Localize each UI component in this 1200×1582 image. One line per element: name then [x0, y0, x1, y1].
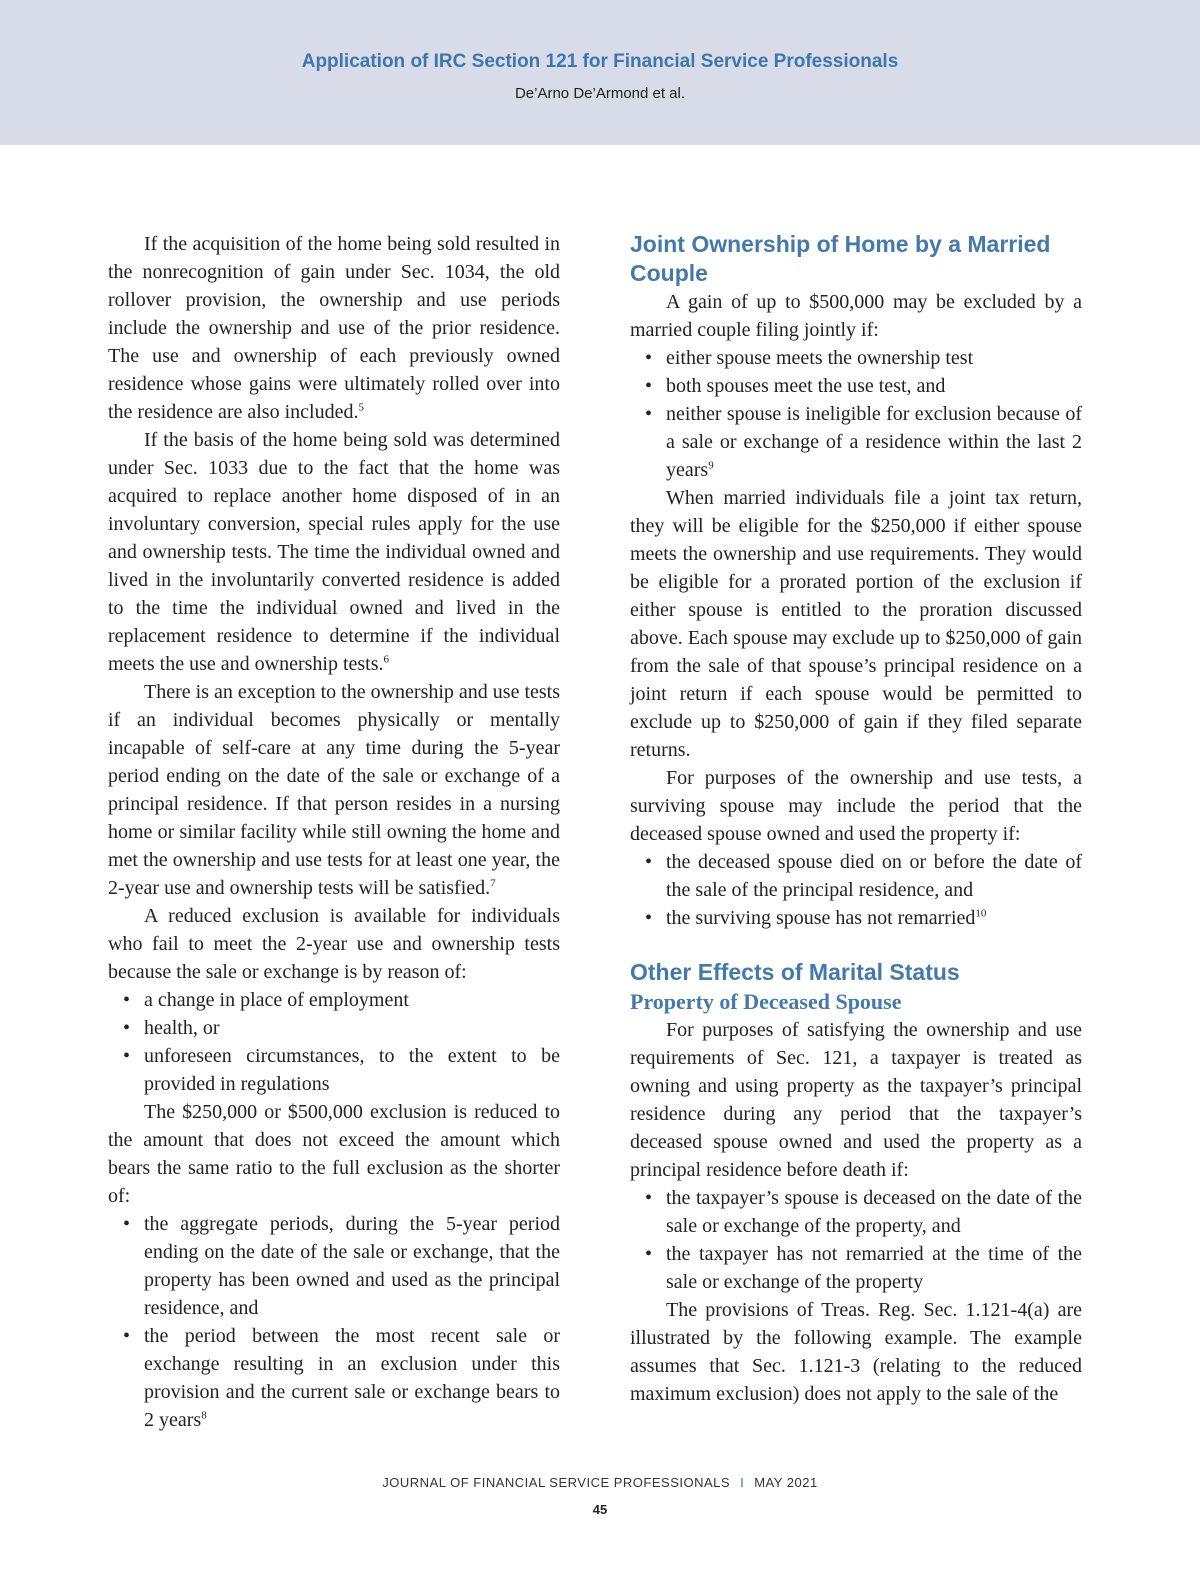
spacer — [630, 932, 1082, 958]
bullet-list — [630, 344, 1082, 484]
list-item: • neither spouse is ineligible for exclusion because of a sale or exchange of a residence within the last 2 years$^9$ — [666, 400, 1082, 484]
journal-name: JOURNAL OF FINANCIAL SERVICE PROFESSIONALS — [382, 1475, 731, 1490]
list-item: • the period between the most recent sale or exchange resulting in an exclusion under this provision and the current sale or exchange bears to 2 years$^8$ — [144, 1322, 560, 1434]
paragraph: If the acquisition of the home being sold resulted in the nonrecognition of gain under Sec. 1034, the old rollover provision, the ownership and use periods include the ownership and use of the prior residence. The use and ownership of each previously owned residence whose gains were ultimately rolled over into the residence are also included.$^5$ — [108, 233, 560, 423]
list-item: • unforeseen circumstances, to the extent to be provided in regulations — [144, 1042, 560, 1098]
page-number: 45 — [592, 1502, 608, 1517]
footer-separator: I — [740, 1475, 745, 1490]
header-title: Application of IRC Section 121 for Financial Service Professionals — [301, 51, 899, 72]
left-column — [108, 230, 560, 1434]
list-item: • the surviving spouse has not remarried$^{10}$ — [666, 904, 1082, 932]
paragraph: The provisions of Treas. Reg. Sec. 1.121-4(a) are illustrated by the following example. The example assumes that Sec. 1.121-3 (relating to the reduced maximum exclusion) does not apply to the sale of the — [630, 1299, 1082, 1405]
section-heading: Other Effects of Marital Status — [630, 959, 960, 985]
section-heading: Joint Ownership of Home by a Married Couple — [630, 231, 1051, 286]
list-item: • a change in place of employment — [144, 986, 560, 1014]
list-item: • either spouse meets the ownership test — [666, 344, 1082, 372]
list-item: • the taxpayer’s spouse is deceased on the date of the sale or exchange of the property, and — [666, 1184, 1082, 1240]
footnote-ref[interactable]: 5 — [358, 401, 364, 414]
paragraph: There is an exception to the ownership and use tests if an individual becomes physically or mentally incapable of self-care at any time during the 5-year period ending on the date of the sale or exchange of a principal residence. If that person resides in a nursing home or similar facility while still owning the home and met the ownership and use tests for at least one year, the 2-year use and ownership tests will be satisfied.$^7$ — [108, 681, 560, 899]
right-column — [630, 230, 1082, 1408]
footnote-ref[interactable]: 10 — [975, 907, 987, 920]
list-item: • health, or — [144, 1014, 560, 1042]
list-item: • the aggregate periods, during the 5-year period ending on the date of the sale or exchange, that the property has been owned and used as the principal residence, and — [144, 1210, 560, 1322]
list-item: • both spouses meet the use test, and — [666, 372, 1082, 400]
footnote-ref[interactable]: 8 — [201, 1409, 207, 1422]
bullet-list — [630, 848, 1082, 932]
bullet-list — [108, 1210, 560, 1434]
paragraph: When married individuals file a joint tax return, they will be eligible for the $250,000 if either spouse meets the ownership and use requirements. They would be eligible for a prorated portion of the exclusion if either spouse is entitled to the proration discussed above. Each spouse may exclude up to $250,000 of gain from the sale of that spouse’s principal residence on a joint return if each spouse would be permitted to exclude up to $250,000 of gain if they filed separate returns. — [630, 487, 1082, 761]
bullet-list — [108, 986, 560, 1098]
list-item: • the taxpayer has not remarried at the time of the sale or exchange of the property — [666, 1240, 1082, 1296]
paragraph: A gain of up to $500,000 may be excluded by a married couple filing jointly if: — [630, 291, 1082, 341]
running-header — [0, 0, 1200, 145]
header-authors: De’Arno De’Armond et al. — [514, 85, 686, 102]
subsection-heading: Property of Deceased Spouse — [630, 989, 902, 1014]
paragraph: The $250,000 or $500,000 exclusion is reduced to the amount that does not exceed the amount which bears the same ratio to the full exclusion as the shorter of: — [108, 1101, 560, 1207]
running-footer — [0, 1475, 1200, 1490]
paragraph: For purposes of satisfying the ownership and use requirements of Sec. 121, a taxpayer is treated as owning and using property as the taxpayer’s principal residence during any period that the taxpayer’s deceased spouse owned and used the property as a principal residence before death if: — [630, 1019, 1082, 1181]
list-item: • the deceased spouse died on or before the date of the sale of the principal residence, and — [666, 848, 1082, 904]
footnote-ref[interactable]: 7 — [490, 877, 496, 890]
paragraph: If the basis of the home being sold was determined under Sec. 1033 due to the fact that the home was acquired to replace another home disposed of in an involuntary conversion, special rules apply for the use and ownership tests. The time the individual owned and lived in the involuntarily converted residence is added to the time the individual owned and lived in the replacement residence to determine if the individual meets the use and ownership tests.$^6$ — [108, 429, 560, 675]
paragraph: A reduced exclusion is available for individuals who fail to meet the 2-year use and ownership tests because the sale or exchange is by reason of: — [108, 905, 560, 983]
bullet-list — [630, 1184, 1082, 1296]
footnote-ref[interactable]: 6 — [383, 653, 389, 666]
issue-date: MAY 2021 — [754, 1475, 818, 1490]
paragraph: For purposes of the ownership and use tests, a surviving spouse may include the period that the deceased spouse owned and used the property if: — [630, 767, 1082, 845]
footnote-ref[interactable]: 9 — [708, 459, 714, 472]
